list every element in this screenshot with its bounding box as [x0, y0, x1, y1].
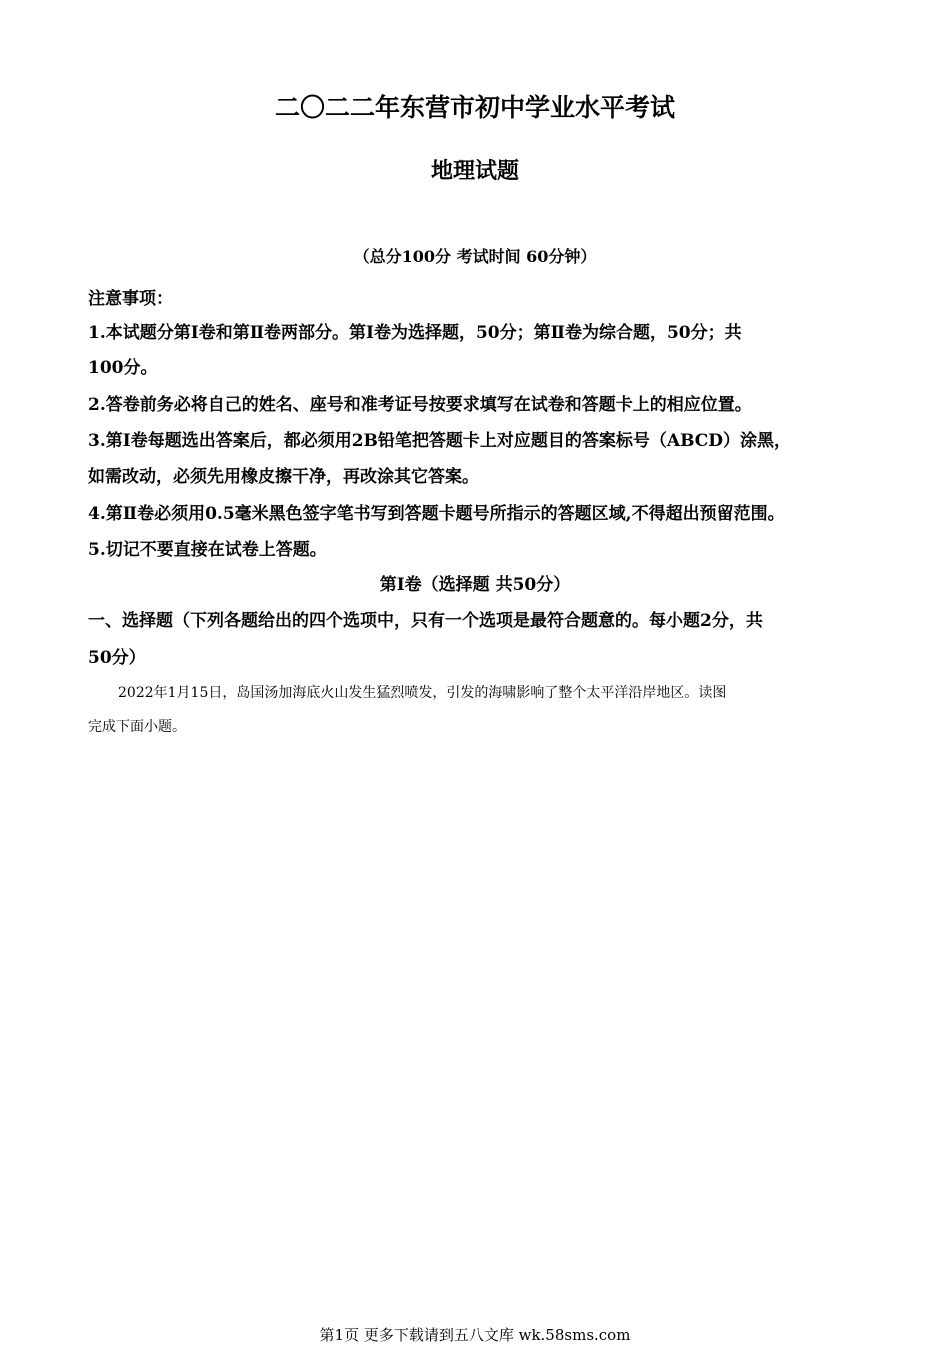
- section-instructions-line-2: 50分）: [88, 648, 146, 668]
- note-item-2: 2.答卷前务必将自己的姓名、座号和准考证号按要求填写在试卷和答题卡上的相应位置。: [88, 395, 752, 415]
- note-item-1-line-2: 100分。: [88, 358, 158, 378]
- passage-line-1: 2022年1月15日，岛国汤加海底火山发生猛烈喷发，引发的海啸影响了整个太平洋沿岸地区。读图: [118, 685, 727, 701]
- exam-info: （总分100分 考试时间 60分钟）: [353, 247, 597, 266]
- part-one-title: 第Ⅰ卷（选择题 共50分）: [379, 575, 571, 595]
- notes-heading: 注意事项：: [88, 289, 173, 309]
- section-instructions-line-1: 一、选择题（下列各题给出的四个选项中，只有一个选项是最符合题意的。每小题2分，共: [88, 611, 763, 631]
- note-item-3-line-2: 如需改动，必须先用橡皮擦干净，再改涂其它答案。: [88, 467, 479, 487]
- note-item-3-line-1: 3.第Ⅰ卷每题选出答案后，都必须用2B铅笔把答题卡上对应题目的答案标号（ABCD）涂黑，: [88, 431, 792, 451]
- page-footer: 第1页 更多下载请到五八文库 wk.58sms.com: [319, 1326, 631, 1344]
- subject-title: 地理试题: [430, 158, 519, 184]
- note-item-4: 4.第Ⅱ卷必须用0.5毫米黑色签字笔书写到答题卡题号所指示的答题区域,不得超出预留范围。: [88, 504, 785, 524]
- note-item-1-line-1: 1.本试题分第Ⅰ卷和第Ⅱ卷两部分。第Ⅰ卷为选择题，50分；第Ⅱ卷为综合题，50分；共: [88, 323, 742, 343]
- note-item-5: 5.切记不要直接在试卷上答题。: [88, 540, 327, 560]
- exam-title: 二〇二二年东营市初中学业水平考试: [274, 93, 675, 122]
- passage-line-2: 完成下面小题。: [88, 719, 186, 735]
